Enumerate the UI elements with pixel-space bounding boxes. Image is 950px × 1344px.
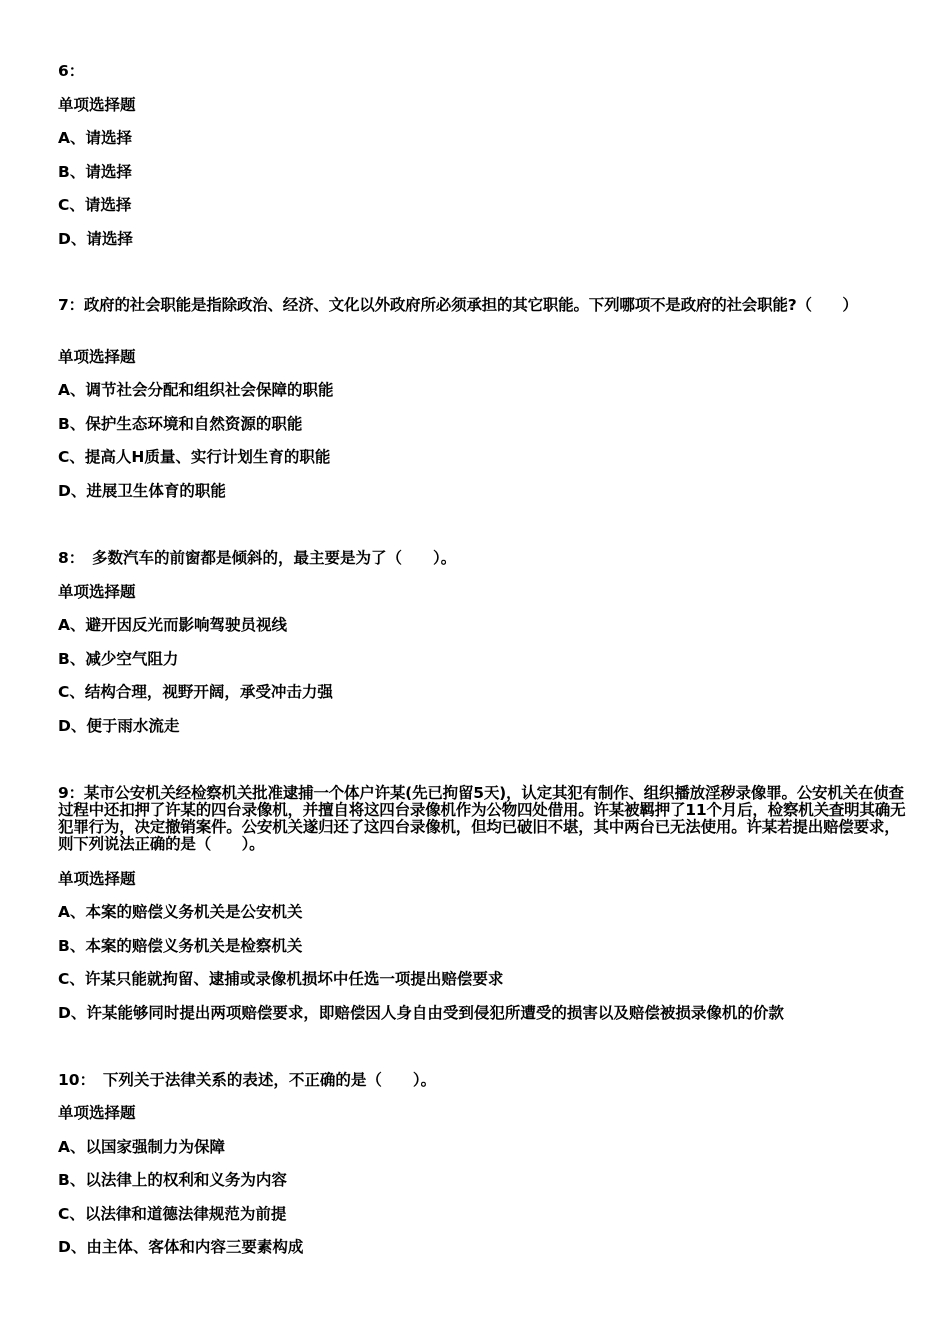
option-b[interactable]: B、以法律上的权利和义务为内容 [58,1171,287,1189]
option-d[interactable]: D、便于雨水流走 [58,717,180,735]
question-stem: 6： [58,62,85,80]
option-a[interactable]: A、避开因反光而影响驾驶员视线 [58,616,287,634]
question-type: 单项选择题 [58,583,136,601]
option-a[interactable]: A、请选择 [58,129,132,147]
question-stem: 7：政府的社会职能是指除政治、经济、文化以外政府所必须承担的其它职能。下列哪项不是政府的社会职能?（ ） [58,296,858,314]
option-b[interactable]: B、请选择 [58,163,132,181]
option-b[interactable]: B、本案的赔偿义务机关是检察机关 [58,937,303,955]
option-d[interactable]: D、请选择 [58,230,133,248]
question-type: 单项选择题 [58,1104,136,1122]
question-type: 单项选择题 [58,870,136,888]
question-stem: 8： 多数汽车的前窗都是倾斜的，最主要是为了（ ）。 [58,549,457,567]
option-c[interactable]: C、以法律和道德法律规范为前提 [58,1205,287,1223]
option-d[interactable]: D、许某能够同时提出两项赔偿要求，即赔偿因人身自由受到侵犯所遭受的损害以及赔偿被损录像机的价款 [58,1004,784,1022]
option-b[interactable]: B、保护生态环境和自然资源的职能 [58,415,303,433]
option-c[interactable]: C、许某只能就拘留、逮捕或录像机损坏中任选一项提出赔偿要求 [58,970,504,988]
option-a[interactable]: A、本案的赔偿义务机关是公安机关 [58,903,303,921]
question-stem: 10： 下列关于法律关系的表述，不正确的是（ ）。 [58,1071,437,1089]
option-c[interactable]: C、请选择 [58,196,132,214]
option-a[interactable]: A、调节社会分配和组织社会保障的职能 [58,381,334,399]
option-d[interactable]: D、进展卫生体育的职能 [58,482,226,500]
question-type: 单项选择题 [58,96,136,114]
option-b[interactable]: B、减少空气阻力 [58,650,179,668]
option-c[interactable]: C、结构合理，视野开阔，承受冲击力强 [58,683,333,701]
option-a[interactable]: A、以国家强制力为保障 [58,1138,225,1156]
option-c[interactable]: C、提高人H质量、实行计划生育的职能 [58,448,331,466]
question-type: 单项选择题 [58,348,136,366]
question-stem: 9：某市公安机关经检察机关批准逮捕一个体户许某(先已拘留5天)，认定其犯有制作、组织播放淫秽录像罪。公安机关在侦查过程中还扣押了许某的四台录像机，并擅自将这四台录像机作为公物四处借用。许某被羁押了11个月后，检察机关查明其确无犯罪行为，决定撤销案件。公安机关遂归还了这四台录像机，但均已破旧不堪，其中两台已无法使用。许某若提出赔偿要求，则下列说法正确的是（ ）。 [58,784,906,853]
option-d[interactable]: D、由主体、客体和内容三要素构成 [58,1238,304,1256]
